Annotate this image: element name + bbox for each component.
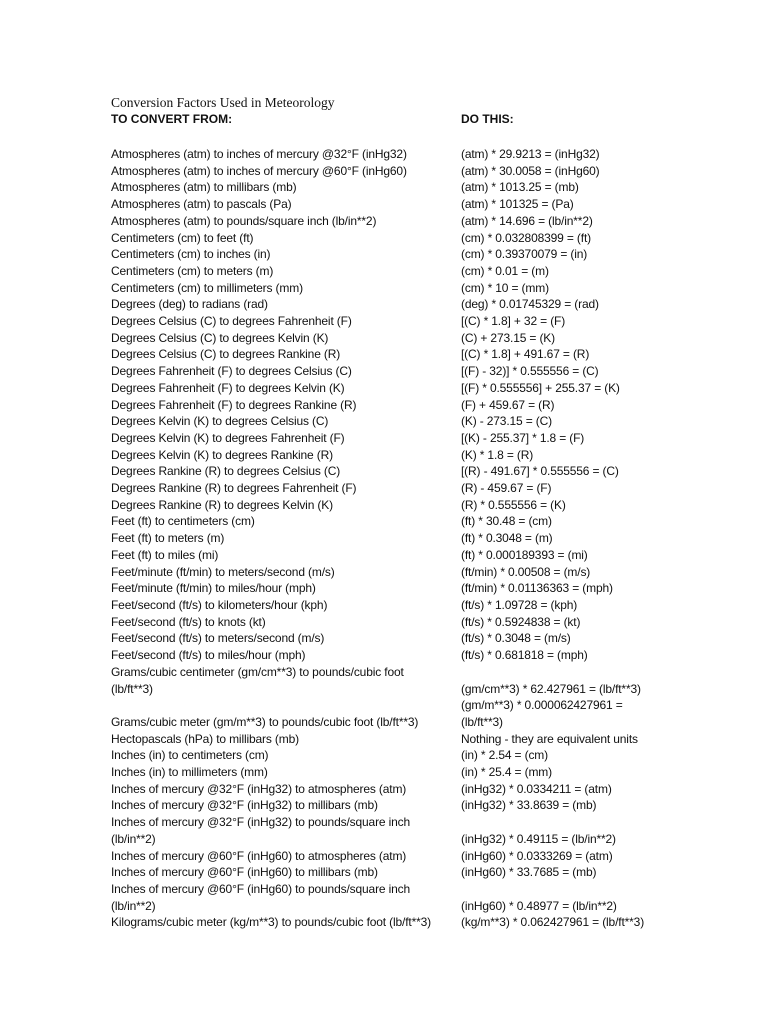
do-this-cell: (ft/s) * 1.09728 = (kph) <box>461 597 578 612</box>
header-convert-from: TO CONVERT FROM: <box>111 112 233 126</box>
do-this-cell: (K) * 1.8 = (R) <box>461 447 534 462</box>
convert-from-cell: Degrees Rankine (R) to degrees Celsius (C) <box>111 464 341 479</box>
convert-from-cell: Degrees Fahrenheit (F) to degrees Kelvin (K) <box>111 380 345 395</box>
convert-from-cell: Inches of mercury @32°F (inHg32) to pounds/square inch (lb/in**2) <box>111 815 411 846</box>
convert-from-cell: Centimeters (cm) to feet (ft) <box>111 230 254 245</box>
do-this-cell: (cm) * 0.39370079 = (in) <box>461 247 588 262</box>
do-this-cell: (atm) * 30.0058 = (inHg60) <box>461 163 600 178</box>
do-this-cell: (F) + 459.67 = (R) <box>461 397 555 412</box>
table-row <box>111 463 751 480</box>
do-this-cell: (atm) * 14.696 = (lb/in**2) <box>461 213 593 228</box>
do-this-cell: (C) + 273.15 = (K) <box>461 330 556 345</box>
do-this-cell: (inHg32) * 0.0334211 = (atm) <box>461 781 612 796</box>
do-this-cell: [(R) - 491.67] * 0.555556 = (C) <box>461 464 619 479</box>
do-this-cell: (in) * 25.4 = (mm) <box>461 765 552 780</box>
convert-from-cell: Hectopascals (hPa) to millibars (mb) <box>111 731 299 746</box>
do-this-cell: (kg/m**3) * 0.062427961 = (lb/ft**3) <box>461 915 645 930</box>
table-row <box>111 564 751 581</box>
convert-from-cell: Feet (ft) to meters (m) <box>111 531 225 546</box>
table-row <box>111 731 751 748</box>
convert-from-cell: Degrees Kelvin (K) to degrees Celsius (C) <box>111 414 329 429</box>
do-this-cell: (cm) * 10 = (mm) <box>461 280 549 295</box>
do-this-cell: (R) * 0.555556 = (K) <box>461 497 566 512</box>
table-row <box>111 664 751 697</box>
table-row <box>111 497 751 514</box>
convert-from-cell: Inches of mercury @32°F (inHg32) to millibars (mb) <box>111 798 378 813</box>
table-row <box>111 480 751 497</box>
convert-from-cell: Degrees Celsius (C) to degrees Kelvin (K) <box>111 330 329 345</box>
do-this-cell: (ft/min) * 0.00508 = (m/s) <box>461 564 591 579</box>
convert-from-cell: Inches of mercury @60°F (inHg60) to millibars (mb) <box>111 865 378 880</box>
table-row <box>111 781 751 798</box>
table-row <box>111 230 751 247</box>
table-row <box>111 296 751 313</box>
convert-from-cell: Degrees Rankine (R) to degrees Fahrenheit (F) <box>111 481 357 496</box>
do-this-cell: (deg) * 0.01745329 = (rad) <box>461 297 599 312</box>
do-this-cell: Nothing - they are equivalent units <box>461 731 638 746</box>
table-row <box>111 263 751 280</box>
convert-from-cell: Centimeters (cm) to meters (m) <box>111 263 274 278</box>
table-row <box>111 397 751 414</box>
convert-from-cell: Inches of mercury @60°F (inHg60) to pounds/square inch (lb/in**2) <box>111 881 411 913</box>
do-this-cell: (ft/s) * 0.681818 = (mph) <box>461 648 588 663</box>
table-row <box>111 213 751 230</box>
convert-from-cell: Feet/second (ft/s) to knots (kt) <box>111 614 266 629</box>
table-row <box>111 363 751 380</box>
table-row <box>111 764 751 781</box>
do-this-cell: (ft) * 0.3048 = (m) <box>461 531 553 546</box>
convert-from-cell: Feet/second (ft/s) to miles/hour (mph) <box>111 648 306 663</box>
convert-from-cell: Inches (in) to centimeters (cm) <box>111 748 269 763</box>
convert-from-cell: Atmospheres (atm) to inches of mercury @60°F (inHg60) <box>111 163 407 178</box>
convert-from-cell: Feet/minute (ft/min) to meters/second (m/s) <box>111 564 335 579</box>
table-row <box>111 547 751 564</box>
convert-from-cell: Degrees (deg) to radians (rad) <box>111 297 268 312</box>
convert-from-cell: Atmospheres (atm) to pascals (Pa) <box>111 197 292 212</box>
convert-from-cell: Inches (in) to millimeters (mm) <box>111 765 268 780</box>
convert-from-cell: Inches of mercury @60°F (inHg60) to atmospheres (atm) <box>111 848 407 863</box>
table-row <box>111 313 751 330</box>
table-row <box>111 747 751 764</box>
convert-from-cell: Degrees Kelvin (K) to degrees Fahrenheit (F) <box>111 430 345 445</box>
convert-from-cell: Atmospheres (atm) to millibars (mb) <box>111 180 297 195</box>
convert-from-cell: Feet/second (ft/s) to kilometers/hour (kph) <box>111 597 328 612</box>
do-this-cell: (inHg60) * 33.7685 = (mb) <box>461 865 597 880</box>
convert-from-cell: Feet/minute (ft/min) to miles/hour (mph) <box>111 581 316 596</box>
convert-from-cell: Degrees Rankine (R) to degrees Kelvin (K) <box>111 497 333 512</box>
do-this-cell: (inHg32) * 33.8639 = (mb) <box>461 798 597 813</box>
convert-from-cell: Centimeters (cm) to millimeters (mm) <box>111 280 303 295</box>
convert-from-cell: Degrees Celsius (C) to degrees Rankine (R) <box>111 347 341 362</box>
do-this-cell: (ft/min) * 0.01136363 = (mph) <box>461 581 613 596</box>
table-row <box>111 413 751 430</box>
do-this-cell: (atm) * 29.9213 = (inHg32) <box>461 147 600 161</box>
do-this-cell: (inHg60) * 0.0333269 = (atm) <box>461 848 613 863</box>
do-this-cell: (cm) * 0.032808399 = (ft) <box>461 230 591 245</box>
table-row <box>111 447 751 464</box>
table-row <box>111 430 751 447</box>
table-row <box>111 246 751 263</box>
table-row <box>111 914 751 931</box>
convert-from-cell: Degrees Fahrenheit (F) to degrees Rankine (R) <box>111 397 357 412</box>
table-row <box>111 580 751 597</box>
table-row <box>111 330 751 347</box>
convert-from-cell: Atmospheres (atm) to inches of mercury @32°F (inHg32) <box>111 147 407 161</box>
table-row <box>111 630 751 647</box>
convert-from-cell: Kilograms/cubic meter (kg/m**3) to pounds/cubic foot (lb/ft**3) <box>111 915 432 930</box>
convert-from-cell: Inches of mercury @32°F (inHg32) to atmospheres (atm) <box>111 781 407 796</box>
table-row <box>111 614 751 631</box>
do-this-cell: (inHg32) * 0.49115 = (lb/in**2) <box>461 831 616 846</box>
do-this-cell: [(K) - 255.37] * 1.8 = (F) <box>461 430 585 445</box>
convert-from-cell: Grams/cubic centimeter (gm/cm**3) to pounds/cubic foot (lb/ft**3) <box>111 664 404 696</box>
document-title: Conversion Factors Used in Meteorology <box>111 95 335 110</box>
table-row <box>111 848 751 865</box>
conversion-table <box>111 146 751 931</box>
table-row <box>111 814 751 847</box>
table-row <box>111 697 751 730</box>
convert-from-cell: Feet/second (ft/s) to meters/second (m/s) <box>111 631 325 646</box>
table-row <box>111 346 751 363</box>
convert-from-cell: Degrees Fahrenheit (F) to degrees Celsius (C) <box>111 364 352 379</box>
convert-from-cell: Degrees Celsius (C) to degrees Fahrenheit (F) <box>111 314 352 329</box>
do-this-cell: (gm/cm**3) * 62.427961 = (lb/ft**3) <box>461 681 641 696</box>
do-this-cell: (inHg60) * 0.48977 = (lb/in**2) <box>461 898 617 913</box>
do-this-cell: (R) - 459.67 = (F) <box>461 481 552 496</box>
document-page <box>111 94 751 931</box>
table-row <box>111 647 751 664</box>
table-row <box>111 513 751 530</box>
table-row <box>111 881 751 914</box>
do-this-cell: (atm) * 101325 = (Pa) <box>461 197 574 212</box>
do-this-cell: (ft) * 30.48 = (cm) <box>461 514 552 529</box>
convert-from-cell: Feet (ft) to miles (mi) <box>111 547 219 562</box>
table-row <box>111 179 751 196</box>
header-do-this: DO THIS: <box>461 112 514 126</box>
do-this-cell: (gm/m**3) * 0.000062427961 = (lb/ft**3) <box>461 698 623 729</box>
table-row <box>111 163 751 180</box>
table-row <box>111 380 751 397</box>
do-this-cell: (atm) * 1013.25 = (mb) <box>461 180 579 195</box>
do-this-cell: (in) * 2.54 = (cm) <box>461 748 548 763</box>
convert-from-cell: Degrees Kelvin (K) to degrees Rankine (R) <box>111 447 333 462</box>
table-row <box>111 146 751 163</box>
table-row <box>111 280 751 297</box>
convert-from-cell: Centimeters (cm) to inches (in) <box>111 247 271 262</box>
table-row <box>111 196 751 213</box>
do-this-cell: [(F) * 0.555556] + 255.37 = (K) <box>461 380 620 395</box>
convert-from-cell: Grams/cubic meter (gm/m**3) to pounds/cubic foot (lb/ft**3) <box>111 714 419 729</box>
convert-from-cell: Feet (ft) to centimeters (cm) <box>111 514 255 529</box>
do-this-cell: [(F) - 32)] * 0.555556 = (C) <box>461 364 599 379</box>
do-this-cell: (ft) * 0.000189393 = (mi) <box>461 547 588 562</box>
convert-from-cell: Atmospheres (atm) to pounds/square inch (lb/in**2) <box>111 213 377 228</box>
table-row <box>111 797 751 814</box>
table-row <box>111 530 751 547</box>
do-this-cell: [(C) * 1.8] + 32 = (F) <box>461 314 566 329</box>
column-header-row <box>111 111 751 127</box>
do-this-cell: (ft/s) * 0.3048 = (m/s) <box>461 631 571 646</box>
table-row <box>111 864 751 881</box>
table-row <box>111 597 751 614</box>
do-this-cell: (cm) * 0.01 = (m) <box>461 263 549 278</box>
do-this-cell: (ft/s) * 0.5924838 = (kt) <box>461 614 581 629</box>
do-this-cell: [(C) * 1.8] + 491.67 = (R) <box>461 347 590 362</box>
do-this-cell: (K) - 273.15 = (C) <box>461 414 552 429</box>
